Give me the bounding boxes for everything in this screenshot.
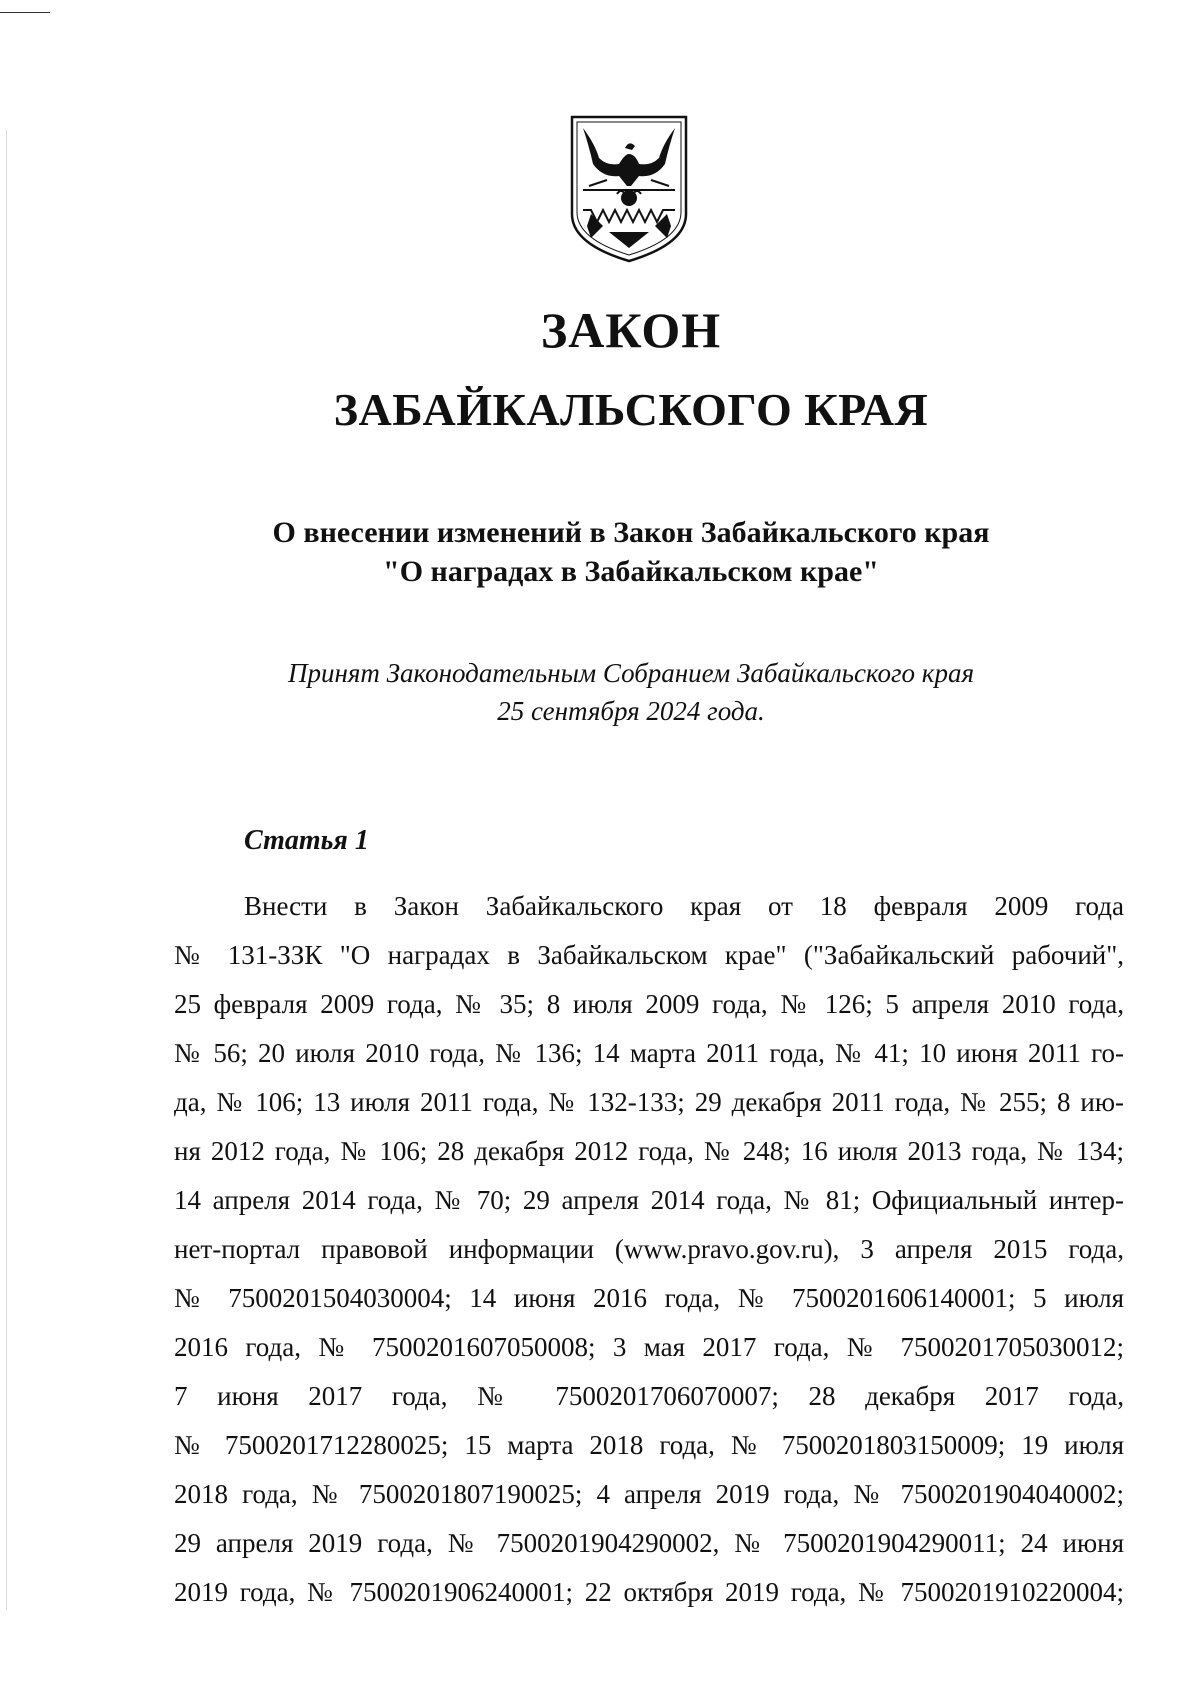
article-text-line: 25 февраля 2009 года, № 35; 8 июля 2009 года, № 126; 5 апреля 2010 года, [174,989,1124,1019]
article-text-line: 29 апреля 2019 года, № 7500201904290002, № 7500201904290011; 24 июня [174,1528,1124,1558]
article-text-line: 14 апреля 2014 года, № 70; 29 апреля 2014 года, № 81; Официальный интер- [174,1185,1124,1215]
law-region-title: ЗАБАЙКАЛЬСКОГО КРАЯ [333,384,929,435]
article-text-line: № 7500201504030004; 14 июня 2016 года, № 7500201606140001; 5 июля [174,1283,1124,1313]
article-text-line: ня 2012 года, № 106; 28 декабря 2012 года, № 248; 16 июля 2013 года, № 134; [174,1136,1124,1166]
article-text-line: 7 июня 2017 года, № 7500201706070007; 28 декабря 2017 года, [174,1381,1124,1411]
article-text-line: № 7500201712280025; 15 марта 2018 года, № 7500201803150009; 19 июля [174,1430,1124,1460]
article-text-line: нет-портал правовой информации (www.pravo.gov.ru), 3 апреля 2015 года, [174,1234,1124,1264]
article-text-line: № 56; 20 июля 2010 года, № 136; 14 марта 2011 года, № 41; 10 июня 2011 го- [174,1038,1124,1068]
coat-of-arms-icon [569,114,689,264]
adoption-note-line-2: 25 сентября 2024 года. [497,696,765,726]
article-text-line: Внести в Закон Забайкальского края от 18 февраля 2009 года [244,891,1124,921]
law-subtitle-line-2: "О наградах в Забайкальском крае" [383,555,879,588]
law-subtitle-line-1: О внесении изменений в Закон Забайкальского края [272,516,990,549]
article-heading: Статья 1 [244,825,369,856]
adoption-note-line-1: Принят Законодательным Собранием Забайкальского края [287,658,974,688]
corner-mark [0,12,50,13]
article-text-line: 2018 года, № 7500201807190025; 4 апреля 2019 года, № 7500201904040002; [174,1479,1124,1509]
article-text-line: 2019 года, № 7500201906240001; 22 октября 2019 года, № 7500201910220004; [174,1577,1124,1607]
law-title: ЗАКОН [540,302,722,358]
article-text-line: № 131-ЗЗК "О наградах в Забайкальском крае" ("Забайкальский рабочий", [174,940,1124,970]
article-text-line: 2016 года, № 7500201607050008; 3 мая 2017 года, № 7500201705030012; [174,1332,1124,1362]
article-text-line: да, № 106; 13 июля 2011 года, № 132-133; 29 декабря 2011 года, № 255; 8 ию- [174,1087,1124,1117]
